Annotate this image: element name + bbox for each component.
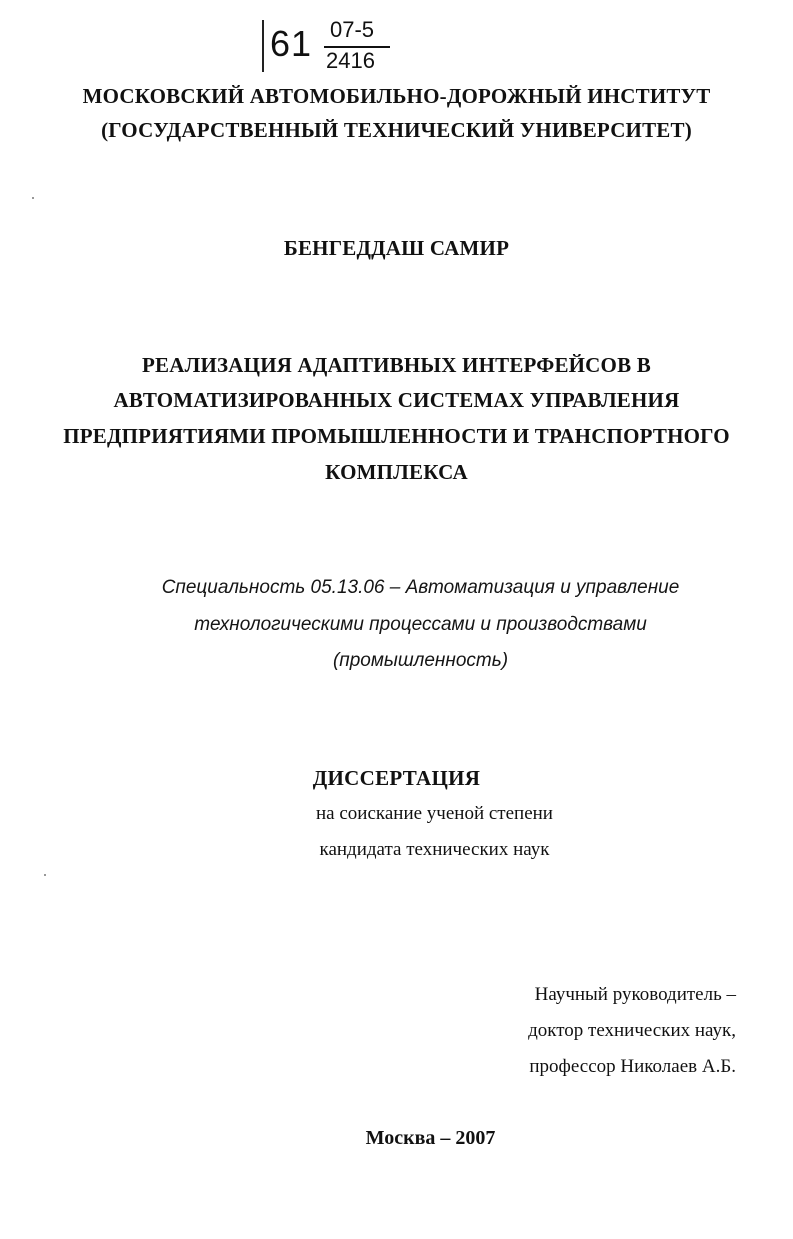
specialty-line: (промышленность): [332, 650, 509, 671]
supervisor-line: Научный руководитель –: [534, 984, 736, 1005]
thesis-title-line: РЕАЛИЗАЦИЯ АДАПТИВНЫХ ИНТЕРФЕЙСОВ В: [142, 353, 651, 377]
stamp-bar: [262, 20, 264, 72]
city-year: Москва – 2007: [365, 1127, 496, 1149]
scan-speck: [44, 874, 46, 876]
thesis-title-line: ПРЕДПРИЯТИЯМИ ПРОМЫШЛЕННОСТИ И ТРАНСПОРТНОГО: [63, 424, 730, 448]
stamp-numerator: 07-5: [330, 17, 375, 42]
stamp-main-number: 61: [270, 23, 313, 64]
scan-speck: [32, 197, 34, 199]
specialty-line: Специальность 05.13.06 – Автоматизация и управление: [161, 577, 680, 598]
author-name: БЕНГЕДДАШ САМИР: [283, 236, 510, 260]
stamp-denominator: 2416: [326, 48, 375, 73]
supervisor-line: доктор технических наук,: [528, 1020, 736, 1041]
institute-name: МОСКОВСКИЙ АВТОМОБИЛЬНО-ДОРОЖНЫЙ ИНСТИТУТ: [82, 84, 711, 108]
supervisor-line: профессор Николаев А.Б.: [529, 1056, 736, 1077]
dissertation-heading: ДИССЕРТАЦИЯ: [312, 766, 481, 790]
specialty-line: технологическими процессами и производствами: [194, 614, 647, 635]
institute-subtitle: (ГОСУДАРСТВЕННЫЙ ТЕХНИЧЕСКИЙ УНИВЕРСИТЕТ): [101, 118, 692, 142]
degree-line: кандидата технических наук: [319, 839, 550, 860]
degree-line: на соискание ученой степени: [316, 803, 553, 824]
library-registry-stamp: [262, 16, 402, 74]
thesis-title-line: КОМПЛЕКСА: [325, 460, 468, 484]
thesis-title-line: АВТОМАТИЗИРОВАННЫХ СИСТЕМАХ УПРАВЛЕНИЯ: [113, 388, 680, 412]
